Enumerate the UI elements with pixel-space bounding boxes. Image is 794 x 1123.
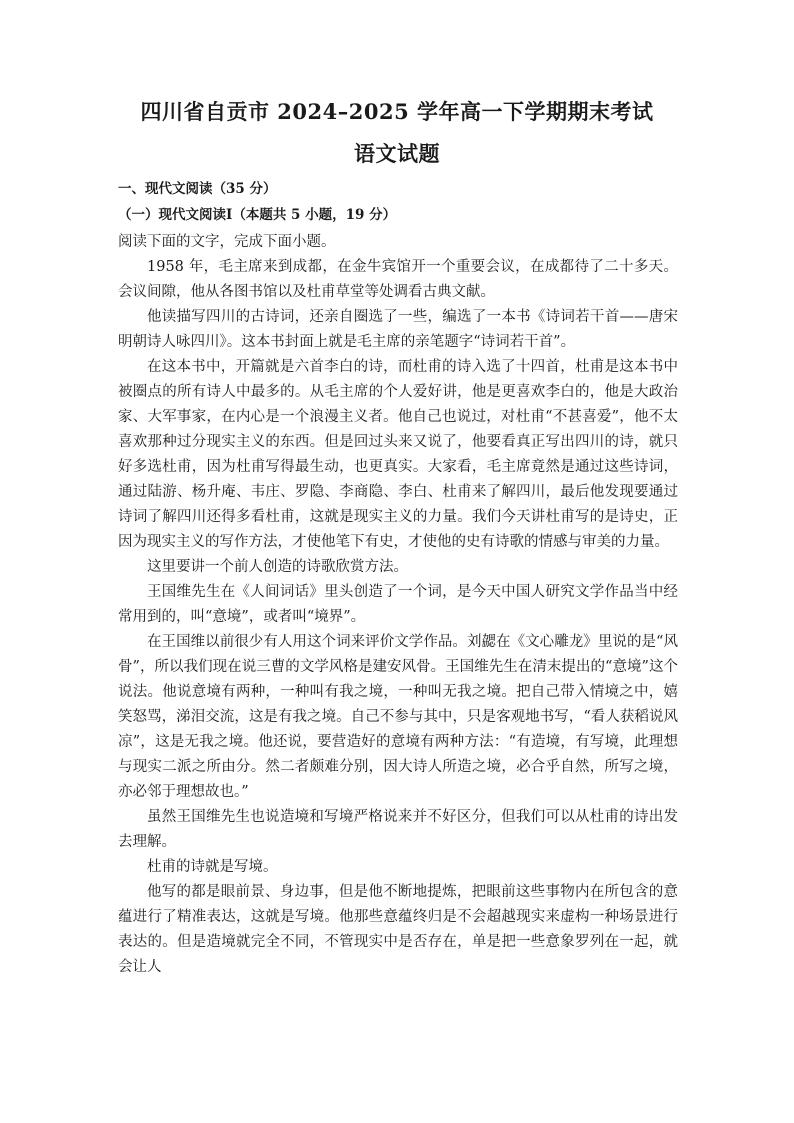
paragraph: 杜甫的诗就是写境。 — [147, 859, 278, 875]
paragraph: 在这本书中，开篇就是六首李白的诗，而杜甫的诗入选了十四首，杜甫是这本书中被圈点的所有诗人中最多的。从毛主席的个人爱好讲，他是更喜欢李白的，他是大政治家、大军事家，在内心是一个浪漫主义者。他自己也说过，对杜甫“不甚喜爱”，他不太喜欢那种过分现实主义的东西。但是回过头来又说了，他要看真正写出四川的诗，就只好多选杜甫，因为杜甫写得最生动，也更真实。大家看，毛主席竟然是通过这些诗词，通过陆游、杨升庵、韦庄、罗隐、李商隐、李白、杜甫来了解四川，最后他发现要通过诗词了解四川还得多看杜甫，这就是现实主义的力量。我们今天讲杜甫写的是诗史，正因为现实主义的写作方法，才使他笔下有史，才使他的史有诗歌的情感与审美的力量。 — [118, 359, 678, 550]
instruction-text: 阅读下面的文字，完成下面小题。 — [118, 234, 336, 250]
document-subtitle: 语文试题 — [354, 141, 440, 166]
paragraph: 王国维先生在《人间词话》里头创造了一个词，是今天中国人研究文学作品当中经常用到的，叫“意境”，或者叫“境界”。 — [118, 584, 678, 625]
paragraph: 这里要讲一个前人创造的诗歌欣赏方法。 — [147, 559, 408, 575]
document-body — [118, 178, 678, 980]
paragraph: 1958 年，毛主席来到成都，在金牛宾馆开一个重要会议，在成都待了二十多天。会议间隙，他从各图书馆以及杜甫草堂等处调看古典文献。 — [118, 259, 678, 300]
section-heading: 一、现代文阅读（35 分） — [118, 181, 277, 197]
paragraph: 虽然王国维先生也说造境和写境严格说来并不好区分，但我们可以从杜甫的诗出发去理解。 — [118, 809, 678, 850]
paragraph: 他写的都是眼前景、身边事，但是他不断地提炼，把眼前这些事物内在所包含的意蕴进行了精准表达，这就是写境。他那些意蕴终归是不会超越现实来虚构一种场景进行表达的。但是造境就完全不同，不管现实中是否存在，单是把一些意象罗列在一起，就会让人 — [118, 884, 678, 975]
subsection-heading: （一）现代文阅读Ⅰ（本题共 5 小题，19 分） — [118, 207, 397, 223]
paragraph: 他读描写四川的古诗词，还亲自圈选了一些，编选了一本书《诗词若干首——唐宋明朝诗人咏四川》。这本书封面上就是毛主席的亲笔题字“诗词若干首”。 — [118, 309, 678, 350]
paragraph: 在王国维以前很少有人用这个词来评价文学作品。刘勰在《文心雕龙》里说的是“风骨”，所以我们现在说三曹的文学风格是建安风骨。王国维先生在清末提出的“意境”这个说法。他说意境有两种，一种叫有我之境，一种叫无我之境。把自己带入情境之中，嬉笑怒骂，涕泪交流，这是有我之境。自己不参与其中，只是客观地书写，“看人获稻说风凉”，这是无我之境。他还说，要营造好的意境有两种方法：“有造境，有写境，此理想与现实二派之所由分。然二者颇难分别，因大诗人所造之境，必合乎自然，所写之境，亦必邻于理想故也。” — [118, 634, 678, 800]
document-title: 四川省自贡市 2024–2025 学年高一下学期期末考试 — [140, 99, 654, 124]
